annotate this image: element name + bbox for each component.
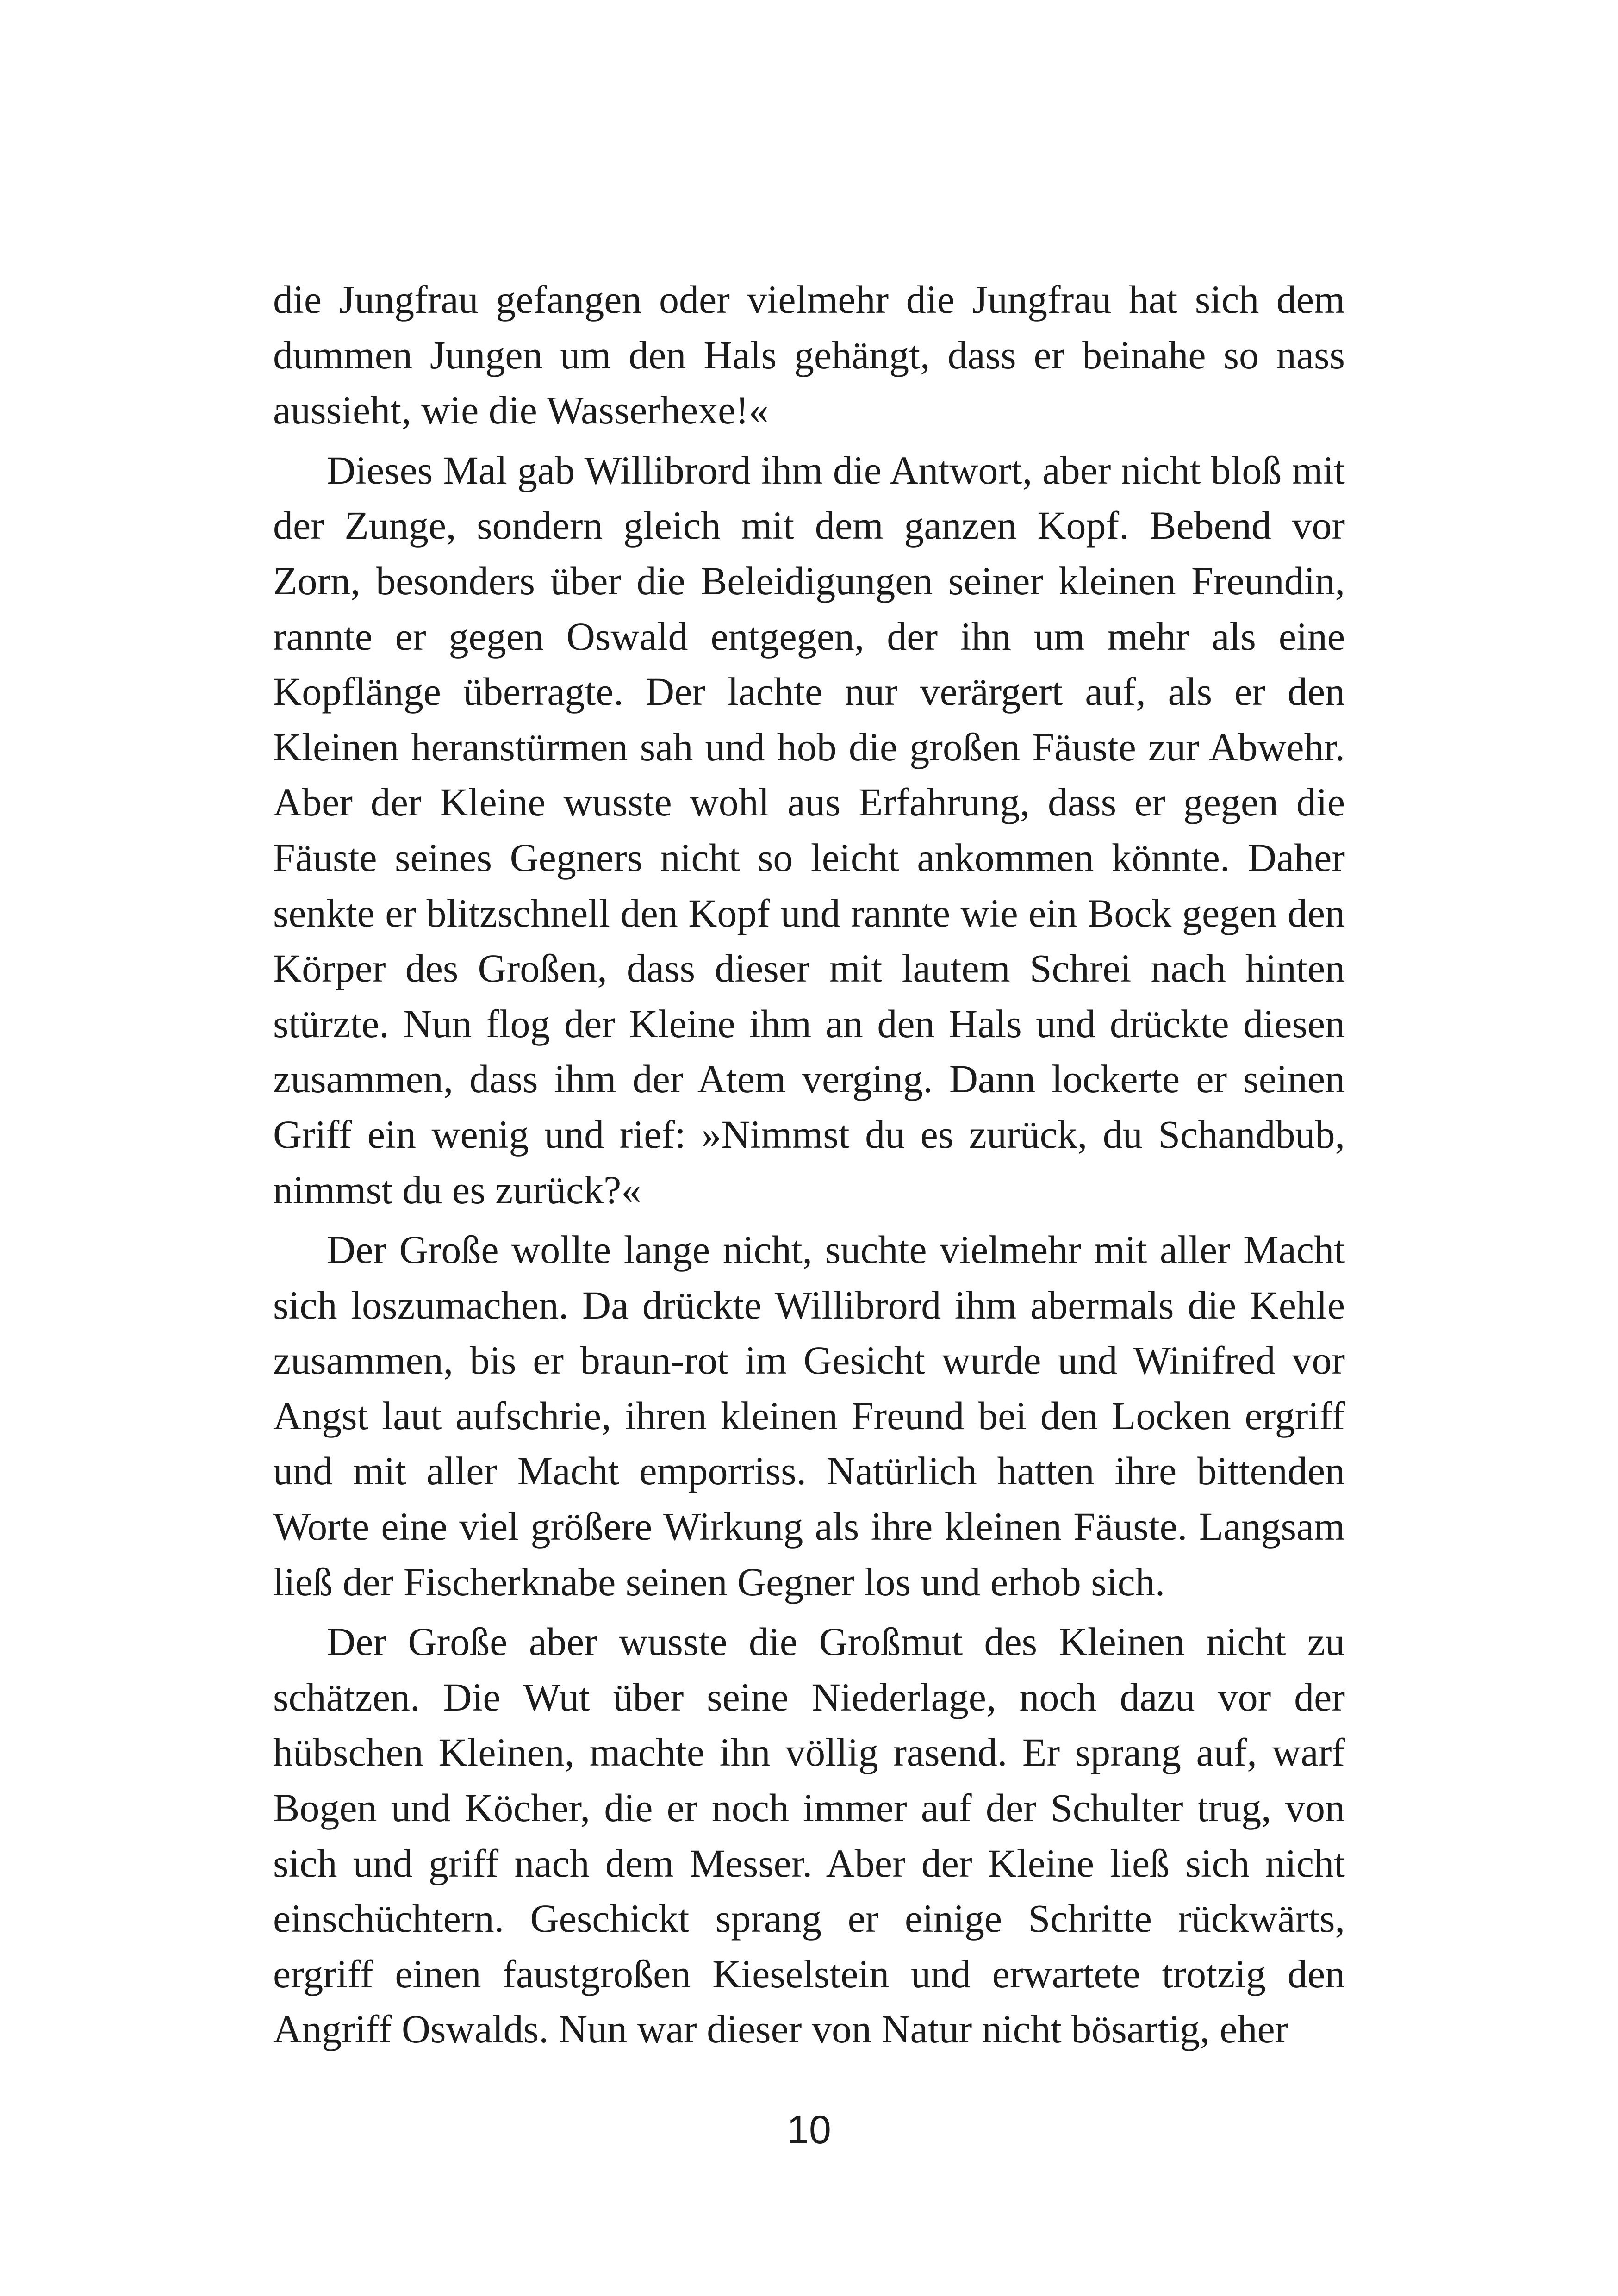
paragraph: Dieses Mal gab Willibrord ihm die Antwort, aber nicht bloß mit der Zunge, sondern gleich mit dem ganzen Kopf. Bebend vor Zorn, besonders über die Beleidigungen seiner kleinen Freundin, rannte er gegen Oswald entgegen, der ihn um mehr als eine Kopflänge überragte. Der lachte nur verärgert auf, als er den Kleinen heranstürmen sah und hob die großen Fäuste zur Abwehr. Aber der Kleine wusste wohl aus Erfahrung, dass er gegen die Fäuste seines Gegners nicht so leicht ankommen könnte. Daher senkte er blitzschnell den Kopf und rannte wie ein Bock gegen den Körper des Großen, dass dieser mit lautem Schrei nach hinten stürzte. Nun flog der Kleine ihm an den Hals und drückte diesen zusammen, dass ihm der Atem verging. Dann lockerte er seinen Griff ein wenig und rief: »Nimmst du es zurück, du Schandbub, nimmst du es zurück?« (273, 448, 1345, 1212)
paragraph-continued: die Jungfrau gefangen oder vielmehr die Jungfrau hat sich dem dummen Jungen um den Hals gehängt, dass er beinahe so nass aussieht, wie die Wasserhexe!« (273, 277, 1345, 433)
body-text (273, 272, 1345, 2057)
paragraph: Der Große wollte lange nicht, suchte vielmehr mit aller Macht sich loszumachen. Da drückte Willibrord ihm abermals die Kehle zusammen, bis er braun-rot im Gesicht wurde und Winifred vor Angst laut aufschrie, ihren kleinen Freund bei den Locken ergriff und mit aller Macht emporriss. Natürlich hatten ihre bittenden Worte eine viel größere Wirkung als ihre kleinen Fäuste. Langsam ließ der Fischerknabe seinen Gegner los und erhob sich. (273, 1227, 1345, 1604)
page-number: 10 (787, 2108, 831, 2152)
paragraph: Der Große aber wusste die Großmut des Kleinen nicht zu schätzen. Die Wut über seine Niederlage, noch dazu vor der hübschen Kleinen, machte ihn völlig rasend. Er sprang auf, warf Bogen und Köcher, die er noch immer auf der Schulter trug, von sich und griff nach dem Messer. Aber der Kleine ließ sich nicht einschüchtern. Geschickt sprang er einige Schritte rückwärts, ergriff einen faustgroßen Kieselstein und erwartete trotzig den Angriff Oswalds. Nun war dieser von Natur nicht bösartig, eher (273, 1619, 1345, 2052)
